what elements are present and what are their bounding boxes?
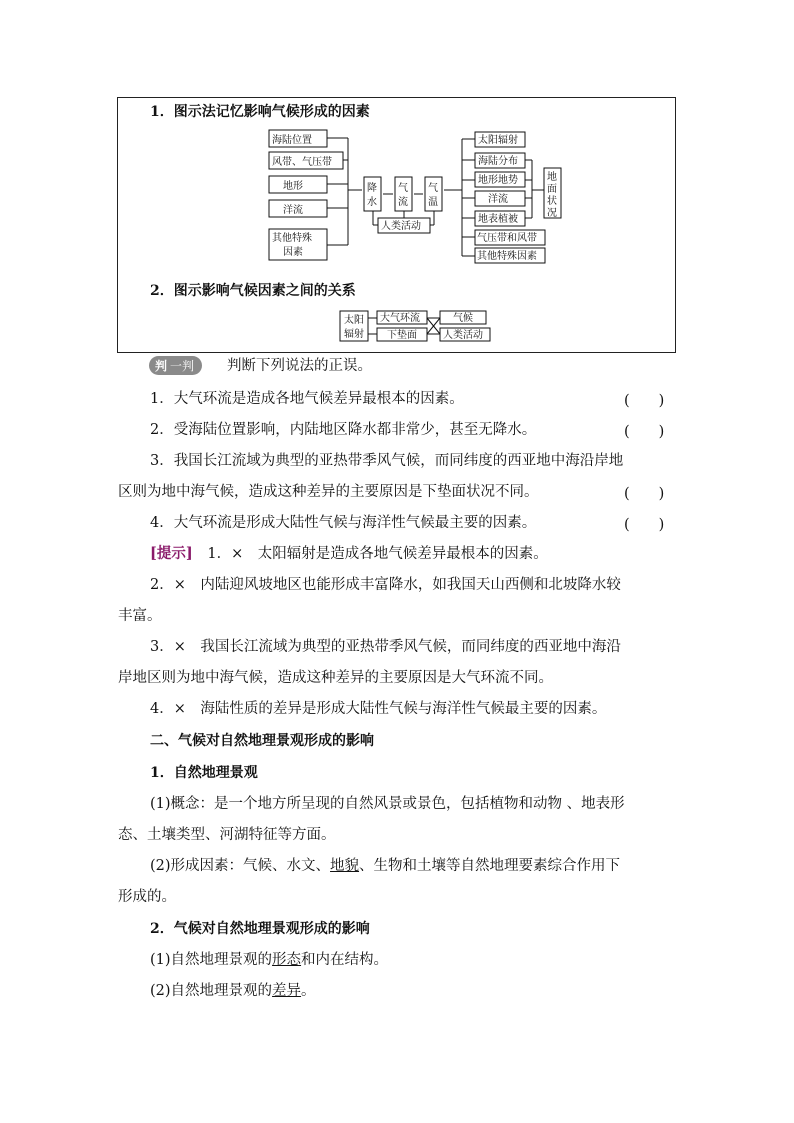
factors-line: (2)形成因素：气候、水文、地貌、生物和土壤等自然地理要素综合作用下	[150, 858, 621, 874]
tip-1: 1．× 太阳辐射是造成各地气候差异最根本的因素。	[207, 546, 548, 562]
figure-heading-2: 2．图示影响气候因素之间的关系	[150, 283, 356, 299]
figure-heading-1: 1．图示法记忆影响气候形成的因素	[150, 104, 370, 120]
concept-line: (1)概念：是一个地方所呈现的自然风景或景色，包括植物和动物 、地表形	[150, 796, 625, 812]
node-topography: 地形地势	[478, 175, 518, 186]
blank-difference: 差异	[272, 983, 302, 999]
node-surface-4: 况	[547, 208, 557, 219]
judge-instruction: 判断下列说法的正误。	[227, 358, 372, 374]
node-precip-2: 水	[367, 197, 377, 208]
concept-line-cont: 态、土壤类型、河湖特征等方面。	[118, 827, 336, 843]
tip-2: 2．× 内陆迎风坡地区也能形成丰富降水，如我国天山西侧和北坡降水较	[150, 577, 621, 593]
node-other-special: 其他特殊	[272, 233, 312, 244]
answer-slot-4: ( )	[624, 517, 665, 533]
node-surface-2: 面	[547, 184, 557, 195]
node-ocean-current: 洋流	[283, 205, 303, 216]
node-wind-pressure-belts: 风带、气压带	[272, 157, 332, 168]
judge-pill: 判 一判	[149, 356, 202, 375]
judge-badge	[149, 355, 202, 375]
node-sea-land-position: 海陆位置	[272, 135, 312, 146]
tip-3: 3．× 我国长江流域为典型的亚热带季风气候，而同纬度的西亚地中海沿	[150, 639, 621, 655]
node-airflow-1: 气	[398, 183, 408, 194]
node2-climate: 气候	[453, 313, 473, 324]
node2-surface: 下垫面	[387, 330, 417, 341]
effect-item-2: (2)自然地理景观的差异。	[150, 983, 316, 999]
subheading-1: 1．自然地理景观	[150, 765, 258, 781]
answer-slot-2: ( )	[624, 424, 665, 440]
node-solar-radiation: 太阳辐射	[478, 135, 518, 146]
node-airflow-2: 流	[398, 197, 408, 208]
tip-4: 4．× 海陆性质的差异是形成大陆性气候与海洋性气候最主要的因素。	[150, 701, 607, 717]
node-surface-3: 状	[547, 196, 557, 207]
subheading-2: 2．气候对自然地理景观形成的影响	[150, 921, 370, 937]
judge-item-3: 3．我国长江流域为典型的亚热带季风气候，而同纬度的西亚地中海沿岸地	[150, 453, 624, 469]
effect-item-1: (1)自然地理景观的形态和内在结构。	[150, 952, 389, 968]
node-pressure-wind-belts: 气压带和风带	[477, 233, 537, 244]
node-precip-1: 降	[367, 183, 377, 194]
node2-solar-2: 辐射	[344, 329, 364, 340]
node-vegetation: 地表植被	[478, 214, 518, 225]
judge-item-1: 1．大气环流是造成各地气候差异最根本的因素。	[150, 391, 464, 407]
answer-slot-1: ( )	[624, 393, 665, 409]
node-ocean-current-right: 洋流	[488, 194, 508, 205]
blank-landform: 地貌	[330, 858, 360, 874]
node-terrain: 地形	[283, 181, 303, 192]
node-temp-2: 温	[428, 197, 438, 208]
judge-item-3-cont: 区则为地中海气候，造成这种差异的主要原因是下垫面状况不同。	[118, 484, 539, 500]
node2-solar-1: 太阳	[344, 315, 364, 326]
factors-line-cont: 形成的。	[118, 889, 176, 905]
node-other-special-factors: 其他特殊因素	[477, 251, 537, 262]
node-land-sea-distribution: 海陆分布	[478, 156, 518, 167]
node-factors: 因素	[283, 247, 303, 258]
tip-1-row	[150, 544, 548, 564]
section-heading: 二、气候对自然地理景观形成的影响	[150, 733, 374, 749]
node-temp-1: 气	[428, 183, 438, 194]
node2-circulation: 大气环流	[380, 313, 420, 324]
node-surface-1: 地	[547, 172, 557, 183]
judge-item-4: 4．大气环流是形成大陆性气候与海洋性气候最主要的因素。	[150, 515, 537, 531]
tip-3-cont: 岸地区则为地中海气候，造成这种差异的主要原因是大气环流不同。	[118, 670, 553, 686]
answer-slot-3: ( )	[624, 486, 665, 502]
blank-form: 形态	[272, 952, 302, 968]
node-human-activity: 人类活动	[381, 221, 421, 232]
tip-label: [提示]	[150, 545, 193, 562]
tip-2-cont: 丰富。	[118, 608, 162, 624]
judge-item-2: 2．受海陆位置影响，内陆地区降水都非常少，甚至无降水。	[150, 422, 537, 438]
node2-human: 人类活动	[443, 330, 483, 341]
